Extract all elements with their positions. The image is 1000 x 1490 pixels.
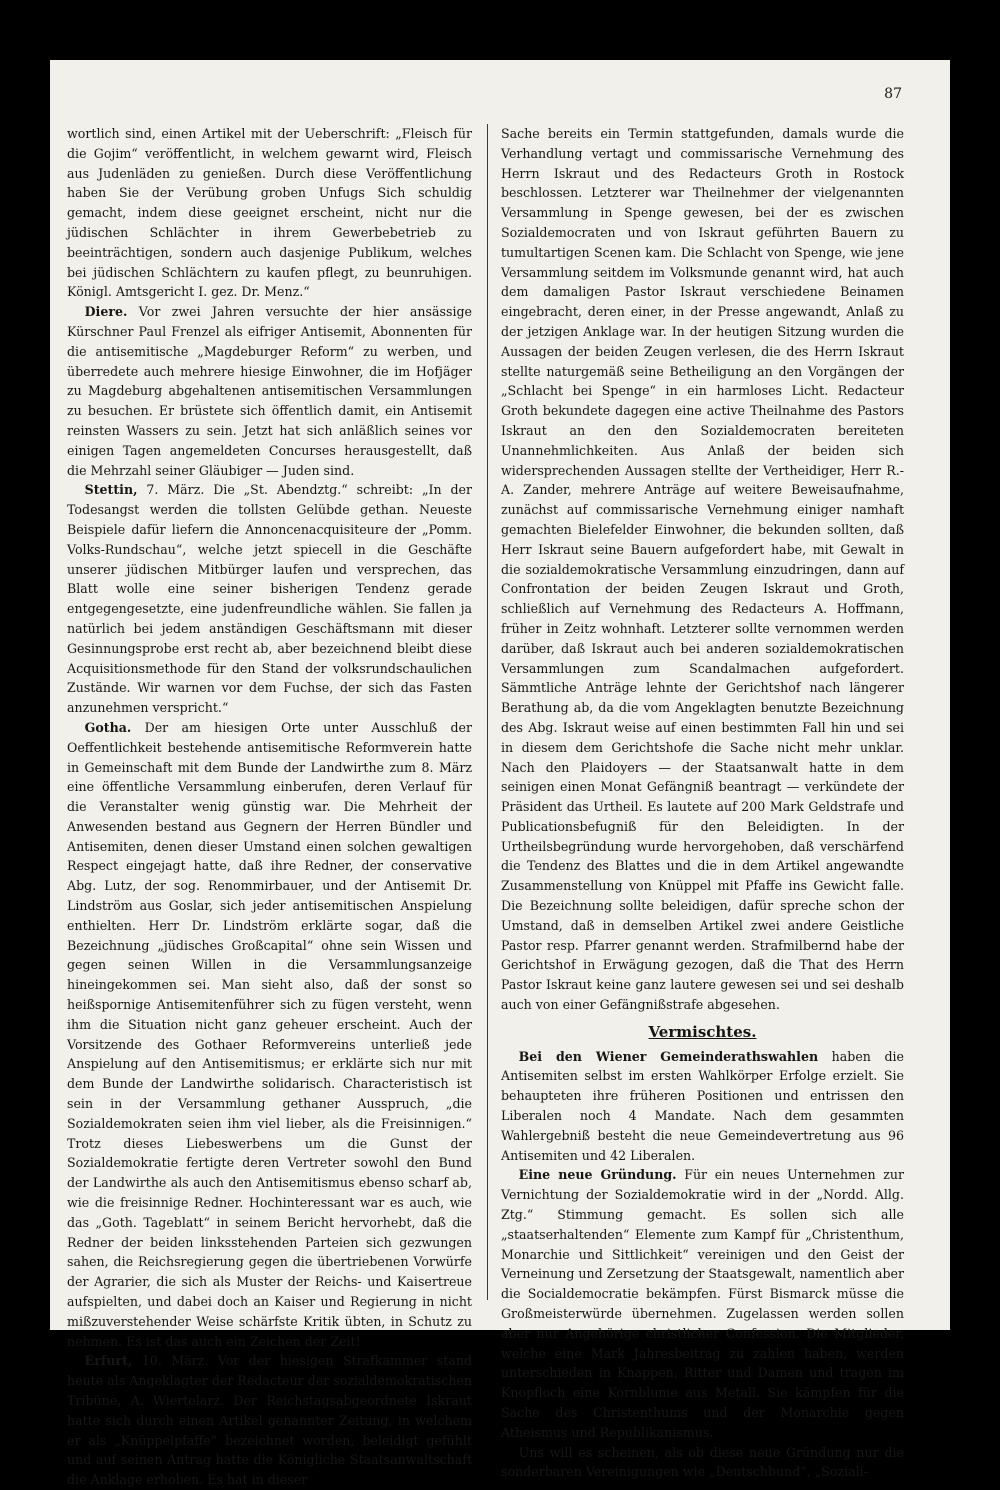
left-column — [67, 124, 472, 1490]
article-gotha-lead: Gotha. — [84, 719, 132, 735]
article-erfurt-text: 10. März. Vor der hiesigen Strafkammer stand heute als Angeklagter der Redacteur der sozialdemokratischen Tribüne, A. Wiertelarz. Der Reichstagsabgeordnete Iskraut hatte sich durch einen Artikel genannter Zeitung, in welchem er als „Knüppelpfaffe“ bezeichnet worden, beleidigt gefühlt und auf seinen Antrag hatte die Königliche Staatsanwaltschaft die Anklage erhoben. Es hat in dieser — [67, 1353, 472, 1488]
section-heading-text: Vermischtes. — [648, 1022, 757, 1041]
section-heading — [501, 1023, 904, 1043]
article-diere-lead: Diere. — [84, 304, 128, 320]
article-erfurt-continued: Sache bereits ein Termin stattgefunden, damals wurde die Verhandlung vertagt und commissarische Vernehmung des Herrn Iskraut und des Redacteurs Groth in Rostock beschlossen. Letzterer war Theilnehmer der vielgenannten Versammlung in Spenge gewesen, bei der es zwischen Sozialdemocraten und von Iskraut geführten Bauern zu tumultartigen Scenen kam. Die Schlacht von Spenge, wie jene Versammlung seitdem im Volksmunde genannt wird, hat auch dem damaligen Pastor Iskraut verschiedene Beinamen eingebracht, deren einer, in der Presse angewandt, Anlaß zu der jetzigen Anklage war. In der heutigen Sitzung wurden die Aussagen der beiden Zeugen verlesen, die des Herrn Iskraut stellte naturgemäß seine Betheiligung an den Vorgängen der „Schlacht bei Spenge“ in ein harmloses Licht. Redacteur Groth bekundete dagegen eine active Theilnahme des Pastors Iskraut an den den Sozialdemocraten bereiteten Unannehmlichkeiten. Aus Anlaß der beiden sich widersprechenden Aussagen stellte der Vertheidiger, Herr R.-A. Zander, mehrere Anträge auf weitere Beweisaufnahme, zunächst auf commissarische Vernehmung einiger namhaft gemachten Bielefelder Einwohner, die bekunden sollten, daß Herr Iskraut seine Bauern aufgefordert habe, mit Gewalt in die sozialdemokratische Versammlung einzudringen, dann auf Confrontation der beiden Zeugen Iskraut und Groth, schließlich auf Vernehmung des Redacteurs A. Hoffmann, früher in Zeitz wohnhaft. Letzterer sollte vernommen werden darüber, daß Iskraut auch bei anderen sozialdemokratischen Versammlungen zum Scandalmachen aufgefordert. Sämmtliche Anträge lehnte der Gerichtshof nach längerer Berathung ab, da die vom Angeklagten benutzte Bezeichnung des Abg. Iskraut weise auf einen bestimmten Fall hin und sei in diesem dem Gerichtshofe die Sache nicht mehr unklar. Nach den Plaidoyers — der Staatsanwalt hatte in dem seinigen einen Monat Gefängniß beantragt — verkündete der Präsident das Urtheil. Es lautete auf 200 Mark Geldstrafe und Publicationsbefugniß für den Beleidigten. In der Urtheilsbegründung wurde hervorgehoben, daß verschärfend die Tendenz des Blattes und die in dem Artikel angewandte Zusammenstellung von Knüppel mit Pfaffe ins Gewicht falle. Die Bezeichnung sollte beleidigen, dafür spreche schon der Umstand, daß in demselben Artikel zwei andere Geistliche Pastor resp. Pfarrer genannt werden. Strafmilbernd habe der Gerichtshof in Erwägung gezogen, daß die That des Herrn Pastor Iskraut keine ganz lautere gewesen sei und sei deshalb auch von einer Gefängnißstrafe abgesehen. — [501, 126, 904, 1013]
article-stettin — [67, 480, 472, 718]
article-diere-text: Vor zwei Jahren versuchte der hier ansässige Kürschner Paul Frenzel als eifriger Antisemit, Abonnenten für die antisemitische „Magdeburger Reform“ zu werben, und überredete auch mehrere hiesige Einwohner, die im Hofjäger zu Magdeburg abgehaltenen antisemitischen Versammlungen zu besuchen. Er brüstete sich öffentlich damit, ein Antisemit reinsten Wassers zu sein. Jetzt hat sich anläßlich seines vor einigen Tagen angemeldeten Concurses herausgestellt, daß die Mehrzahl seiner Gläubiger — Juden sind. — [67, 304, 472, 478]
article-fleisch-text: wortlich sind, einen Artikel mit der Ueberschrift: „Fleisch für die Gojim“ veröffentlicht, in welchem gewarnt wird, Fleisch aus Judenläden zu genießen. Durch diese Veröffentlichung haben Sie der Verübung groben Unfugs Sich schuldig gemacht, indem diese geeignet erscheint, nicht nur die jüdischen Schlächter in ihrem Gewerbebetrieb zu beeinträchtigen, sondern auch dasjenige Publikum, welches bei jüdischen Schlächtern zu kaufen pflegt, zu beunruhigen. Königl. Amtsgericht I. gez. Dr. Menz.“ — [67, 126, 472, 300]
article-wien — [501, 1047, 904, 1166]
page-number: 87 — [884, 86, 902, 102]
right-column — [501, 124, 904, 1482]
article-gruendung-continued: Uns will es scheinen, als ob diese neue Gründung nur die sonderbaren Vereinigungen wie „Deutschbund“, „Soziali- — [501, 1444, 904, 1480]
column-divider — [487, 124, 488, 1300]
article-stettin-lead: Stettin, — [84, 482, 138, 498]
article-gotha-text: Der am hiesigen Orte unter Ausschluß der Oeffentlichkeit bestehende antisemitische Reformverein hatte in Gemeinschaft mit dem Bunde der Landwirthe zum 8. März eine öffentliche Versammlung einberufen, deren Verlauf für die Veranstalter wenig günstig war. Die Mehrheit der Anwesenden bestand aus Gegnern der Herren Bündler und Antisemiten, denen dieser Umstand einen solchen gewaltigen Respect eingejagt hatte, daß ihre Redner, der conservative Abg. Lutz, der sog. Renommirbauer, und der Antisemit Dr. Lindström aus Goslar, sich jeder antisemitischen Anspielung enthielten. Herr Dr. Lindström erklärte sogar, daß die Bezeichnung „jüdisches Großcapital“ ohne sein Wissen und gegen seinen Willen in die Versammlungsanzeige hineingekommen sei. Man sieht also, daß der sonst so heißspornige Antisemitenführer sich zu fügen versteht, wenn ihm die Situation nicht ganz geheuer erscheint. Auch der Vorsitzende des Gothaer Reformvereins unterließ jede Anspielung auf den Antisemitismus; er erklärte sich nur mit dem Bunde der Landwirthe solidarisch. Characteristisch ist sein in der Versammlung gethaner Ausspruch, „die Sozialdemokraten seien ihm viel lieber, als die Freisinnigen.“ Trotz dieses Liebeswerbens um die Gunst der Sozialdemokratie fertigte deren Vertreter sowohl den Bund der Landwirthe als auch den Antisemitismus ebenso scharf ab, wie die freisinnige Redner. Hochinteressant war es auch, wie das „Goth. Tageblatt“ in seinem Bericht hervorhebt, daß die Redner der beiden linksstehenden Parteien sich gezwungen sahen, die Reichsregierung gegen die übertriebenen Vorwürfe der Agrarier, die sich als Muster der Reichs- und Kaisertreue aufspielten, und dabei doch an Kaiser und Regierung in nicht mißzuverstehender Weise schärfste Kritik übten, in Schutz zu nehmen. Es ist das auch ein Zeichen der Zeit! — [67, 719, 472, 1349]
article-diere — [67, 302, 472, 480]
article-gruendung-lead: Eine neue Gründung. — [518, 1167, 677, 1183]
article-wien-lead: Bei den Wiener Gemeinderathswahlen — [518, 1048, 819, 1064]
article-erfurt — [67, 1351, 472, 1490]
article-wien-text: haben die Antisemiten selbst im ersten Wahlkörper Erfolge erzielt. Sie behaupteten ihre früheren Positionen und entrissen den Liberalen noch 4 Mandate. Nach dem gesammten Wahlergebniß besteht die neue Gemeindevertretung aus 96 Antisemiten und 42 Liberalen. — [501, 1048, 904, 1163]
article-stettin-text: 7. März. Die „St. Abendztg.“ schreibt: „In der Todesangst werden die tollsten Gelübde gethan. Neueste Beispiele dafür liefern die Annoncenacquisiteure der „Pomm. Volks-Rundschau“, welche jetzt spiecell in die Geschäfte unserer jüdischen Mitbürger laufen und versprechen, das Blatt wolle eine seiner bisherigen Tendenz gerade entgegengesetzte, eine judenfreundliche wählen. Sie fallen ja natürlich bei jedem anständigen Geschäftsmann mit dieser Gesinnungsprobe erst recht ab, aber bezeichnend bleibt diese Acquisitionsmethode für den Stand der volksrundschaulichen Zustände. Wir warnen vor dem Fuchse, der sich das Fasten anzunehmen verspricht.“ — [67, 482, 472, 716]
article-gruendung-text: Für ein neues Unternehmen zur Vernichtung der Sozialdemokratie wird in der „Nordd. Allg. Ztg.“ Stimmung gemacht. Es sollen sich alle „staatserhaltenden“ Elemente zum Kampf für „Christenthum, Monarchie und Sittlichkeit“ vereinigen und den Geist der Verneinung und Zersetzung der Staatsgewalt, namentlich aber die Socialdemocratie bekämpfen. Fürst Bismarck müsse die Großmeisterwürde übernehmen. Zugelassen werden sollen aber nur Angehörige christlicher Confession. Die Mitglieder, welche eine Mark Jahresbeitrag zu zahlen haben, werden unterschieden in Knappen, Ritter und Damen und tragen im Knopfloch eine Kornblume aus Metall. Sie kämpfen für die Sache des Christenthums und der Monarchie gegen Atheismus und Republikanismus. — [501, 1167, 904, 1440]
article-erfurt-lead: Erfurt, — [84, 1353, 133, 1369]
article-gruendung — [501, 1165, 904, 1442]
article-gotha — [67, 718, 472, 1352]
